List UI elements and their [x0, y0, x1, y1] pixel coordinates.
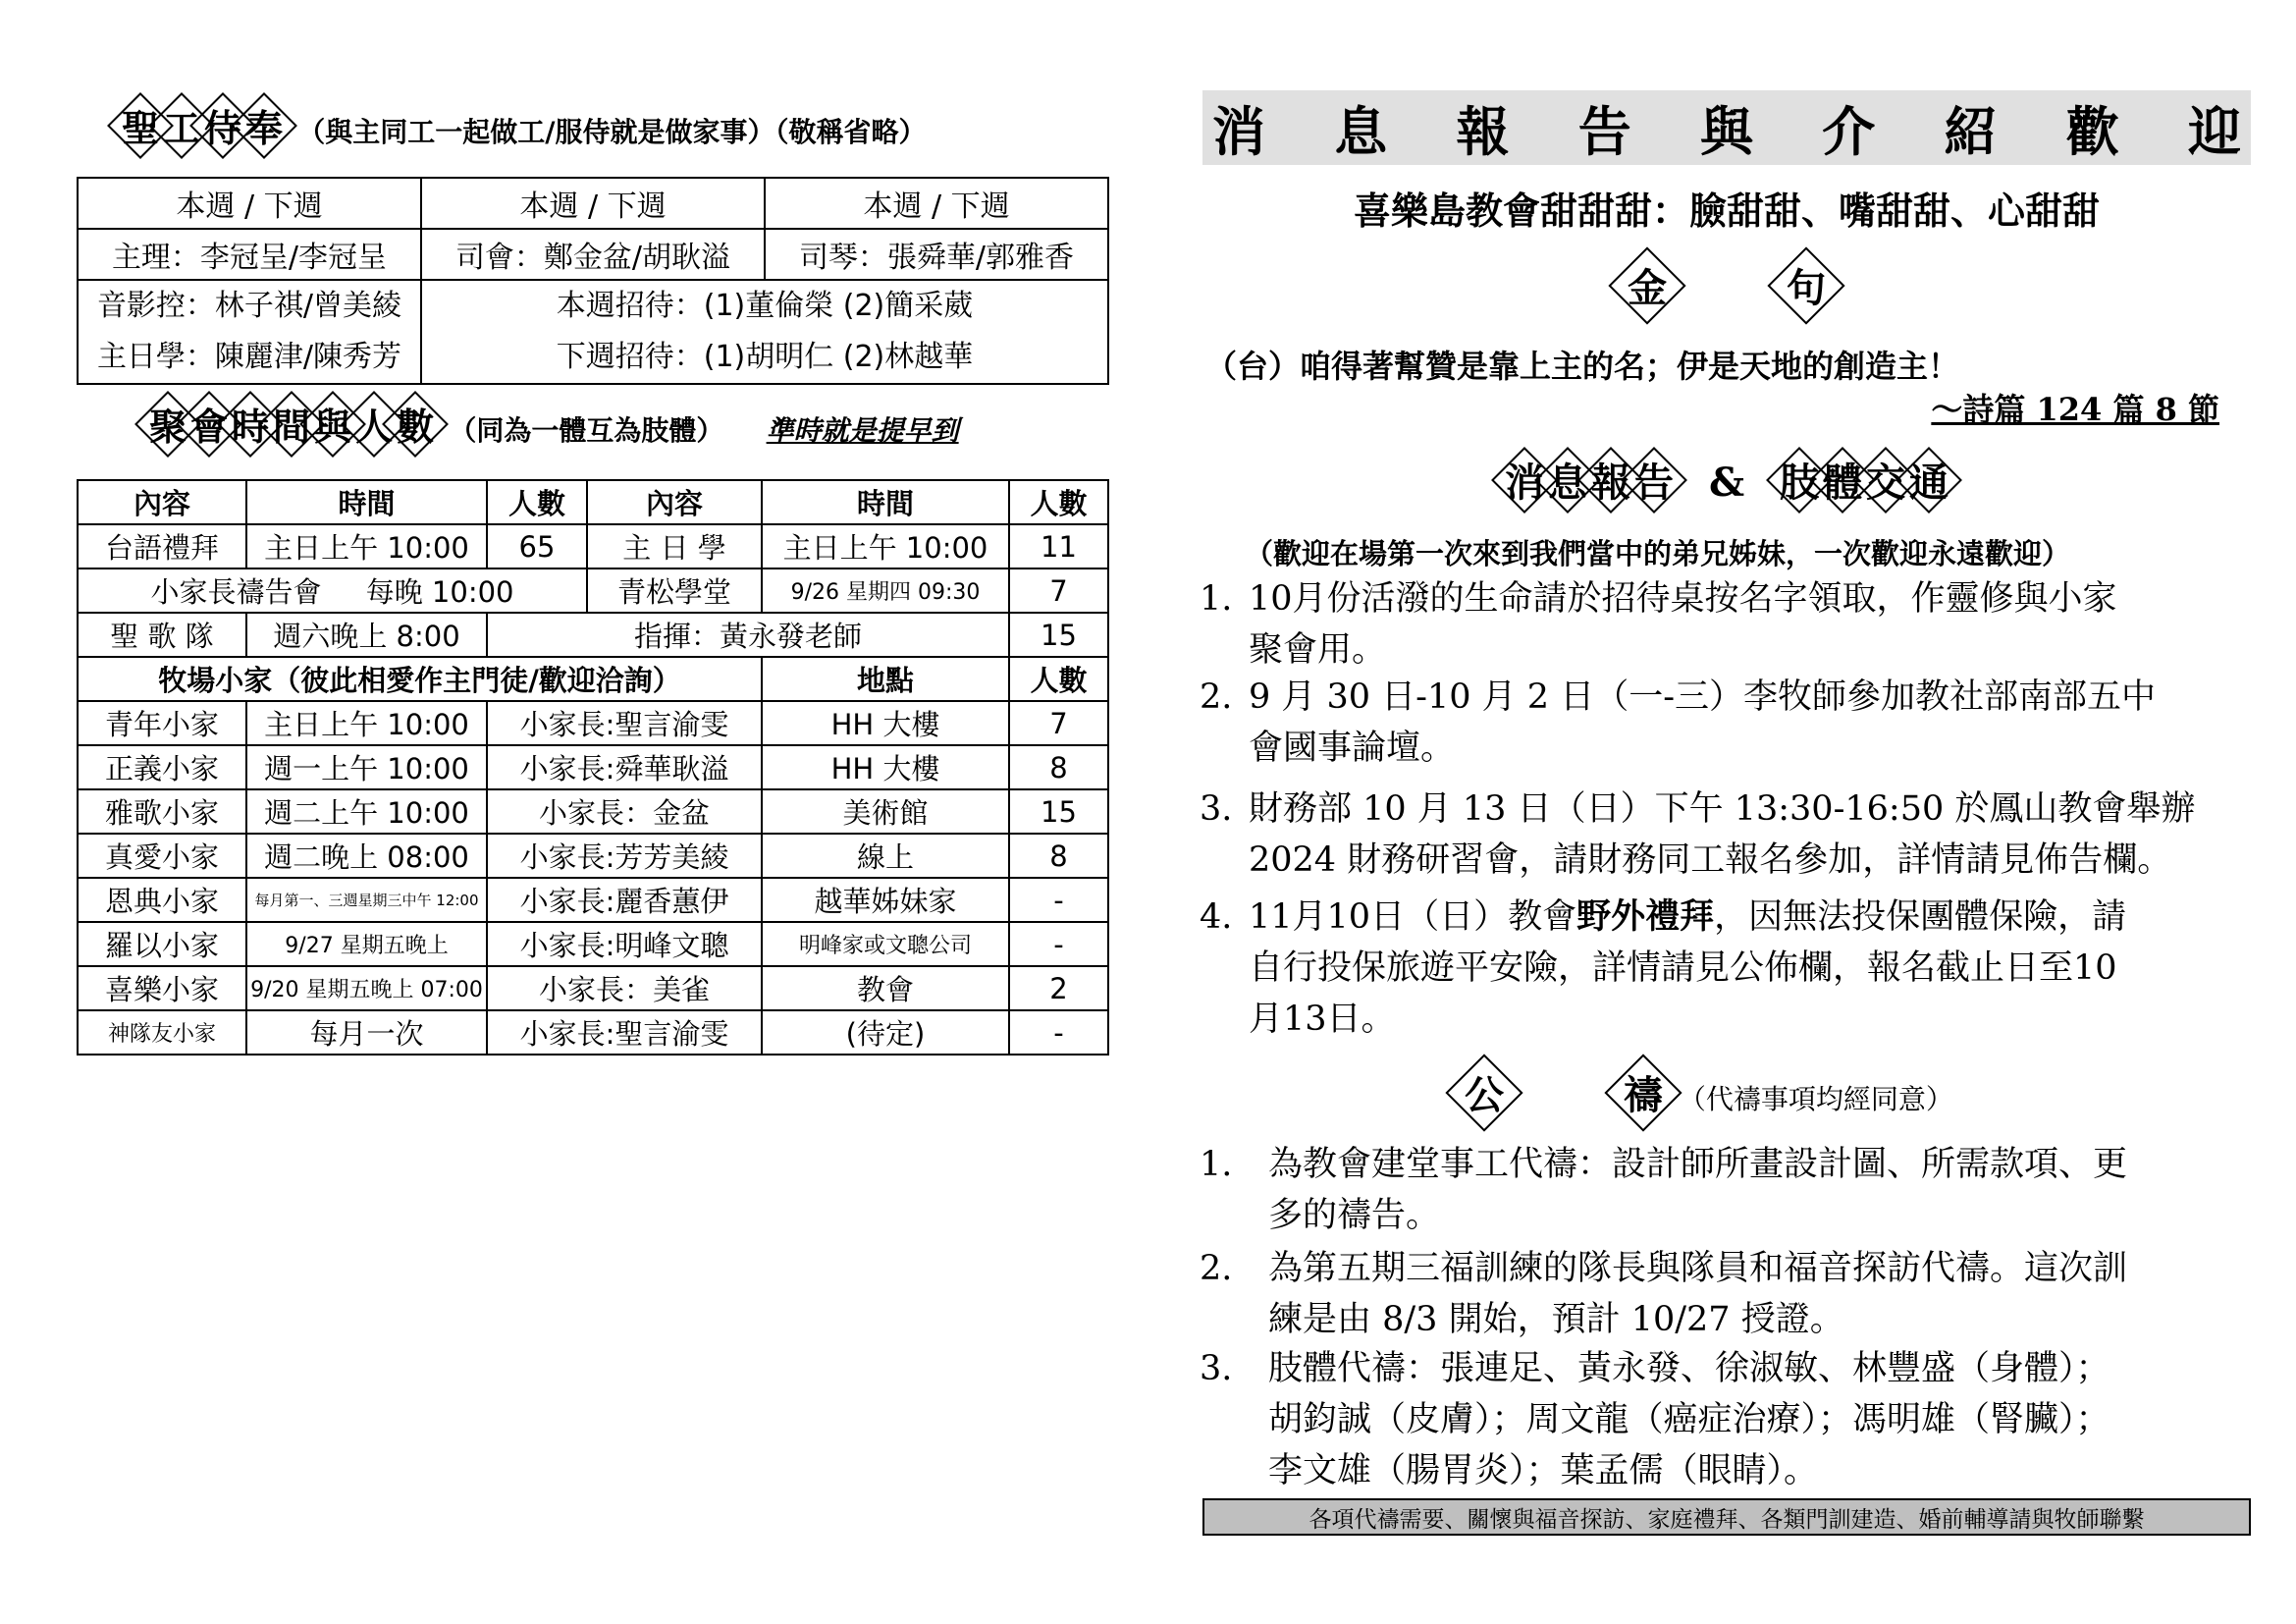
table-cell: 小家長：金盆 — [487, 789, 762, 834]
table-cell: - — [1009, 878, 1108, 922]
heading-char: 奉 — [243, 98, 285, 152]
table-row — [78, 966, 1108, 1010]
col-header: 時間 — [762, 480, 1009, 524]
table-cell: 小家長：美雀 — [487, 966, 762, 1010]
service-subtitle: （與主同工一起做工/服侍就是做家事）（敬稱省略） — [297, 116, 927, 148]
news-heading — [1202, 452, 2251, 508]
prayer-heading — [1463, 1064, 1953, 1120]
table-cell: 小家長:麗香蕙伊 — [487, 878, 762, 922]
banner-char: 歡 — [2065, 99, 2119, 163]
ampersand: & — [1708, 460, 1745, 506]
table-cell: 2 — [1009, 966, 1108, 1010]
item-text: ，因無法投保團體保險，請 — [1714, 897, 2127, 937]
table-cell: 9/20 星期五晚上 07:00 — [246, 966, 487, 1010]
table-cell: 週六晚上 8:00 — [246, 613, 487, 657]
item-number: 3. — [1200, 1349, 1233, 1388]
item-number: 2. — [1200, 1249, 1233, 1288]
item-line: 2024 財務研習會，請財務同工報名參加，詳情請見佈告欄。 — [1249, 840, 2172, 880]
heading-char: 消 — [1503, 452, 1546, 508]
service-header: 本週 / 下週 — [421, 178, 765, 229]
heading-char: 與 — [312, 397, 353, 451]
heading-char: 體 — [1821, 452, 1864, 508]
banner-char: 迎 — [2188, 99, 2241, 163]
table-cell — [78, 568, 587, 613]
golden-verse-heading — [1202, 257, 2251, 313]
table-cell: 小家長:舜華耿溢 — [487, 745, 762, 789]
table-cell: HH 大樓 — [762, 701, 1009, 745]
meeting-slogan: 準時就是提早到 — [766, 414, 959, 447]
banner-char: 紹 — [1944, 99, 1998, 163]
heading-char: 人 — [353, 397, 395, 451]
item-line: 會國事論壇。 — [1249, 729, 1456, 768]
heading-char: 句 — [1785, 257, 1828, 313]
col-header: 人數 — [487, 480, 587, 524]
item-line: 胡鈞誠（皮膚）；周文龍（癌症治療）；馮明雄（腎臟）； — [1268, 1400, 2110, 1439]
table-cell: 小家長:聖言渝雯 — [487, 701, 762, 745]
table-cell: 週二晚上 08:00 — [246, 834, 487, 878]
meeting-table — [77, 479, 1109, 1056]
table-row — [78, 922, 1108, 966]
usher-this-week: 本週招待：(1)董倫榮 (2)簡采葳 — [556, 289, 974, 323]
item-line: 月13日。 — [1249, 1000, 1396, 1039]
banner-char: 報 — [1456, 99, 1510, 163]
service-cell: 司琴：張舜華/郭雅香 — [765, 229, 1108, 280]
table-cell: - — [1009, 1010, 1108, 1055]
table-cell: 雅歌小家 — [78, 789, 246, 834]
table-cell: 9/27 星期五晚上 — [246, 922, 487, 966]
table-cell: HH 大樓 — [762, 745, 1009, 789]
table-cell: 主日上午 10:00 — [246, 701, 487, 745]
item-emphasis: 野外禮拜 — [1576, 896, 1715, 937]
item-line: 練是由 8/3 開始，預計 10/27 授證。 — [1268, 1300, 1844, 1339]
table-cell: 9/26 星期四 09:30 — [762, 568, 1009, 613]
table-cell: 喜樂小家 — [78, 966, 246, 1010]
table-cell: 11 — [1009, 524, 1108, 568]
table-cell: 8 — [1009, 834, 1108, 878]
prayer-item — [1200, 1243, 2250, 1345]
table-row — [78, 878, 1108, 922]
service-header: 本週 / 下週 — [78, 178, 421, 229]
table-cell: 65 — [487, 524, 587, 568]
heading-char: 通 — [1907, 452, 1950, 508]
col-header: 內容 — [78, 480, 246, 524]
table-cell: 小家長:明峰文聰 — [487, 922, 762, 966]
table-cell: 聖 歌 隊 — [78, 613, 246, 657]
prayer-meeting-label: 小家長禱告會 — [150, 575, 322, 609]
table-row — [78, 701, 1108, 745]
item-line: 10月份活潑的生命請於招待桌按名字領取，作靈修與小家 — [1249, 579, 2117, 619]
table-cell: 羅以小家 — [78, 922, 246, 966]
banner-char: 息 — [1334, 99, 1388, 163]
table-row — [78, 1010, 1108, 1055]
heading-char: 聚 — [147, 397, 188, 451]
table-cell: 主 日 學 — [587, 524, 762, 568]
sunday-school-staff: 主日學：陳麗津/陳秀芳 — [96, 340, 402, 374]
heading-char: 聖 — [120, 98, 161, 152]
item-line: 財務部 10 月 13 日（日）下午 13:30-16:50 於鳳山教會舉辦 — [1249, 789, 2196, 829]
item-number: 1. — [1200, 1145, 1233, 1184]
col-header: 時間 — [246, 480, 487, 524]
table-cell: 正義小家 — [78, 745, 246, 789]
heading-char: 肢 — [1778, 452, 1821, 508]
verse-text: （台）咱得著幫贊是靠上主的名；伊是天地的創造主！ — [1205, 348, 1960, 385]
footer-bar: 各項代禱需要、關懷與福音探訪、家庭禮拜、各類門訓建造、婚前輔導請與牧師聯繫 — [1202, 1498, 2251, 1536]
heading-char: 間 — [271, 397, 312, 451]
prayer-note: （代禱事項均經同意） — [1678, 1083, 1953, 1115]
table-cell: 台語禮拜 — [78, 524, 246, 568]
banner-char: 與 — [1700, 99, 1753, 163]
table-row — [78, 834, 1108, 878]
col-header: 人數 — [1009, 480, 1108, 524]
heading-char: 告 — [1632, 452, 1676, 508]
table-cell: 線上 — [762, 834, 1009, 878]
table-cell: 明峰家或文聰公司 — [762, 922, 1009, 966]
col-header: 內容 — [587, 480, 762, 524]
heading-char: 交 — [1864, 452, 1907, 508]
usher-cell — [421, 280, 1108, 384]
table-row — [78, 789, 1108, 834]
heading-char: 禱 — [1622, 1064, 1665, 1120]
prayer-item — [1200, 1139, 2250, 1241]
meeting-subtitle: （同為一體互為肢體） — [449, 414, 724, 447]
item-line: 為教會建堂事工代禱：設計師所畫設計圖、所需款項、更 — [1268, 1145, 2128, 1184]
banner-char: 告 — [1577, 99, 1631, 163]
prayer-item — [1200, 1343, 2250, 1496]
banner-char: 消 — [1212, 99, 1265, 163]
group-header: 人數 — [1009, 657, 1108, 701]
item-line: 李文雄（腸胃炎）；葉孟儒（眼睛）。 — [1268, 1451, 1819, 1490]
table-cell: 每月第一、三週星期三中午 12:00 — [246, 878, 487, 922]
heading-char: 公 — [1463, 1064, 1506, 1120]
table-cell: 主日上午 10:00 — [762, 524, 1009, 568]
heading-char: 報 — [1589, 452, 1632, 508]
news-item — [1200, 784, 2250, 886]
service-cell: 主理：李冠呈/李冠呈 — [78, 229, 421, 280]
item-number: 1. — [1200, 579, 1233, 619]
welcome-note: （歡迎在場第一次來到我們當中的弟兄姊妹，一次歡迎永遠歡迎） — [1245, 537, 2071, 570]
banner-char: 介 — [1822, 99, 1876, 163]
table-cell: (待定) — [762, 1010, 1009, 1055]
news-item — [1200, 573, 2250, 676]
heading-char: 工 — [161, 98, 202, 152]
table-cell: 主日上午 10:00 — [246, 524, 487, 568]
table-row — [78, 745, 1108, 789]
table-cell: 指揮：黃永發老師 — [487, 613, 1009, 657]
table-cell: 週一上午 10:00 — [246, 745, 487, 789]
table-cell: 青年小家 — [78, 701, 246, 745]
service-cell: 司會：鄭金盆/胡耿溢 — [421, 229, 765, 280]
item-line — [1249, 892, 2126, 943]
table-cell: 週二上午 10:00 — [246, 789, 487, 834]
table-cell: 恩典小家 — [78, 878, 246, 922]
item-number: 4. — [1200, 897, 1233, 937]
usher-next-week: 下週招待：(1)胡明仁 (2)林越華 — [556, 340, 974, 374]
table-cell: 青松學堂 — [587, 568, 762, 613]
table-cell: 每月一次 — [246, 1010, 487, 1055]
table-cell: 15 — [1009, 613, 1108, 657]
item-line: 9 月 30 日-10 月 2 日（一-三）李牧師參加教社部南部五中 — [1249, 677, 2157, 717]
heading-char: 數 — [395, 397, 436, 451]
service-heading — [120, 98, 927, 152]
group-header: 牧場小家（彼此相愛作主門徒/歡迎洽詢） — [78, 657, 762, 701]
heading-char: 侍 — [202, 98, 243, 152]
service-header: 本週 / 下週 — [765, 178, 1108, 229]
news-banner — [1202, 90, 2251, 165]
heading-char: 會 — [188, 397, 230, 451]
item-line: 聚會用。 — [1249, 630, 1387, 670]
av-staff: 音影控：林子祺/曾美綾 — [96, 289, 402, 323]
service-table — [77, 177, 1109, 385]
item-line: 肢體代禱：張連足、黃永發、徐淑敏、林豐盛（身體）； — [1268, 1349, 2110, 1388]
church-motto: 喜樂島教會甜甜甜：臉甜甜、嘴甜甜、心甜甜 — [1353, 189, 2100, 233]
table-cell: 15 — [1009, 789, 1108, 834]
table-cell: 小家長:聖言渝雯 — [487, 1010, 762, 1055]
heading-char: 時 — [230, 397, 271, 451]
table-cell: 8 — [1009, 745, 1108, 789]
news-item — [1200, 892, 2250, 1045]
table-cell: - — [1009, 922, 1108, 966]
table-cell: 小家長:芳芳美綾 — [487, 834, 762, 878]
item-text: 11月10日（日）教會 — [1249, 897, 1577, 937]
item-line: 自行投保旅遊平安險，詳情請見公佈欄，報名截止日至10 — [1249, 948, 2117, 988]
item-number: 2. — [1200, 677, 1233, 717]
table-cell: 越華姊妹家 — [762, 878, 1009, 922]
heading-char: 金 — [1626, 257, 1669, 313]
table-cell: 美術館 — [762, 789, 1009, 834]
verse-reference: ～詩篇 124 篇 8 節 — [1931, 391, 2219, 428]
prayer-meeting-time: 每晚 10:00 — [365, 575, 514, 609]
table-cell: 7 — [1009, 568, 1108, 613]
table-cell: 7 — [1009, 701, 1108, 745]
group-header: 地點 — [762, 657, 1009, 701]
item-number: 3. — [1200, 789, 1233, 829]
item-line: 多的禱告。 — [1268, 1196, 1441, 1235]
table-cell: 教會 — [762, 966, 1009, 1010]
news-item — [1200, 672, 2250, 774]
item-line: 為第五期三福訓練的隊長與隊員和福音探訪代禱。這次訓 — [1268, 1249, 2128, 1288]
meeting-heading — [147, 397, 959, 451]
table-cell: 真愛小家 — [78, 834, 246, 878]
service-cell — [78, 280, 421, 384]
heading-char: 息 — [1546, 452, 1589, 508]
table-cell: 神隊友小家 — [78, 1010, 246, 1055]
